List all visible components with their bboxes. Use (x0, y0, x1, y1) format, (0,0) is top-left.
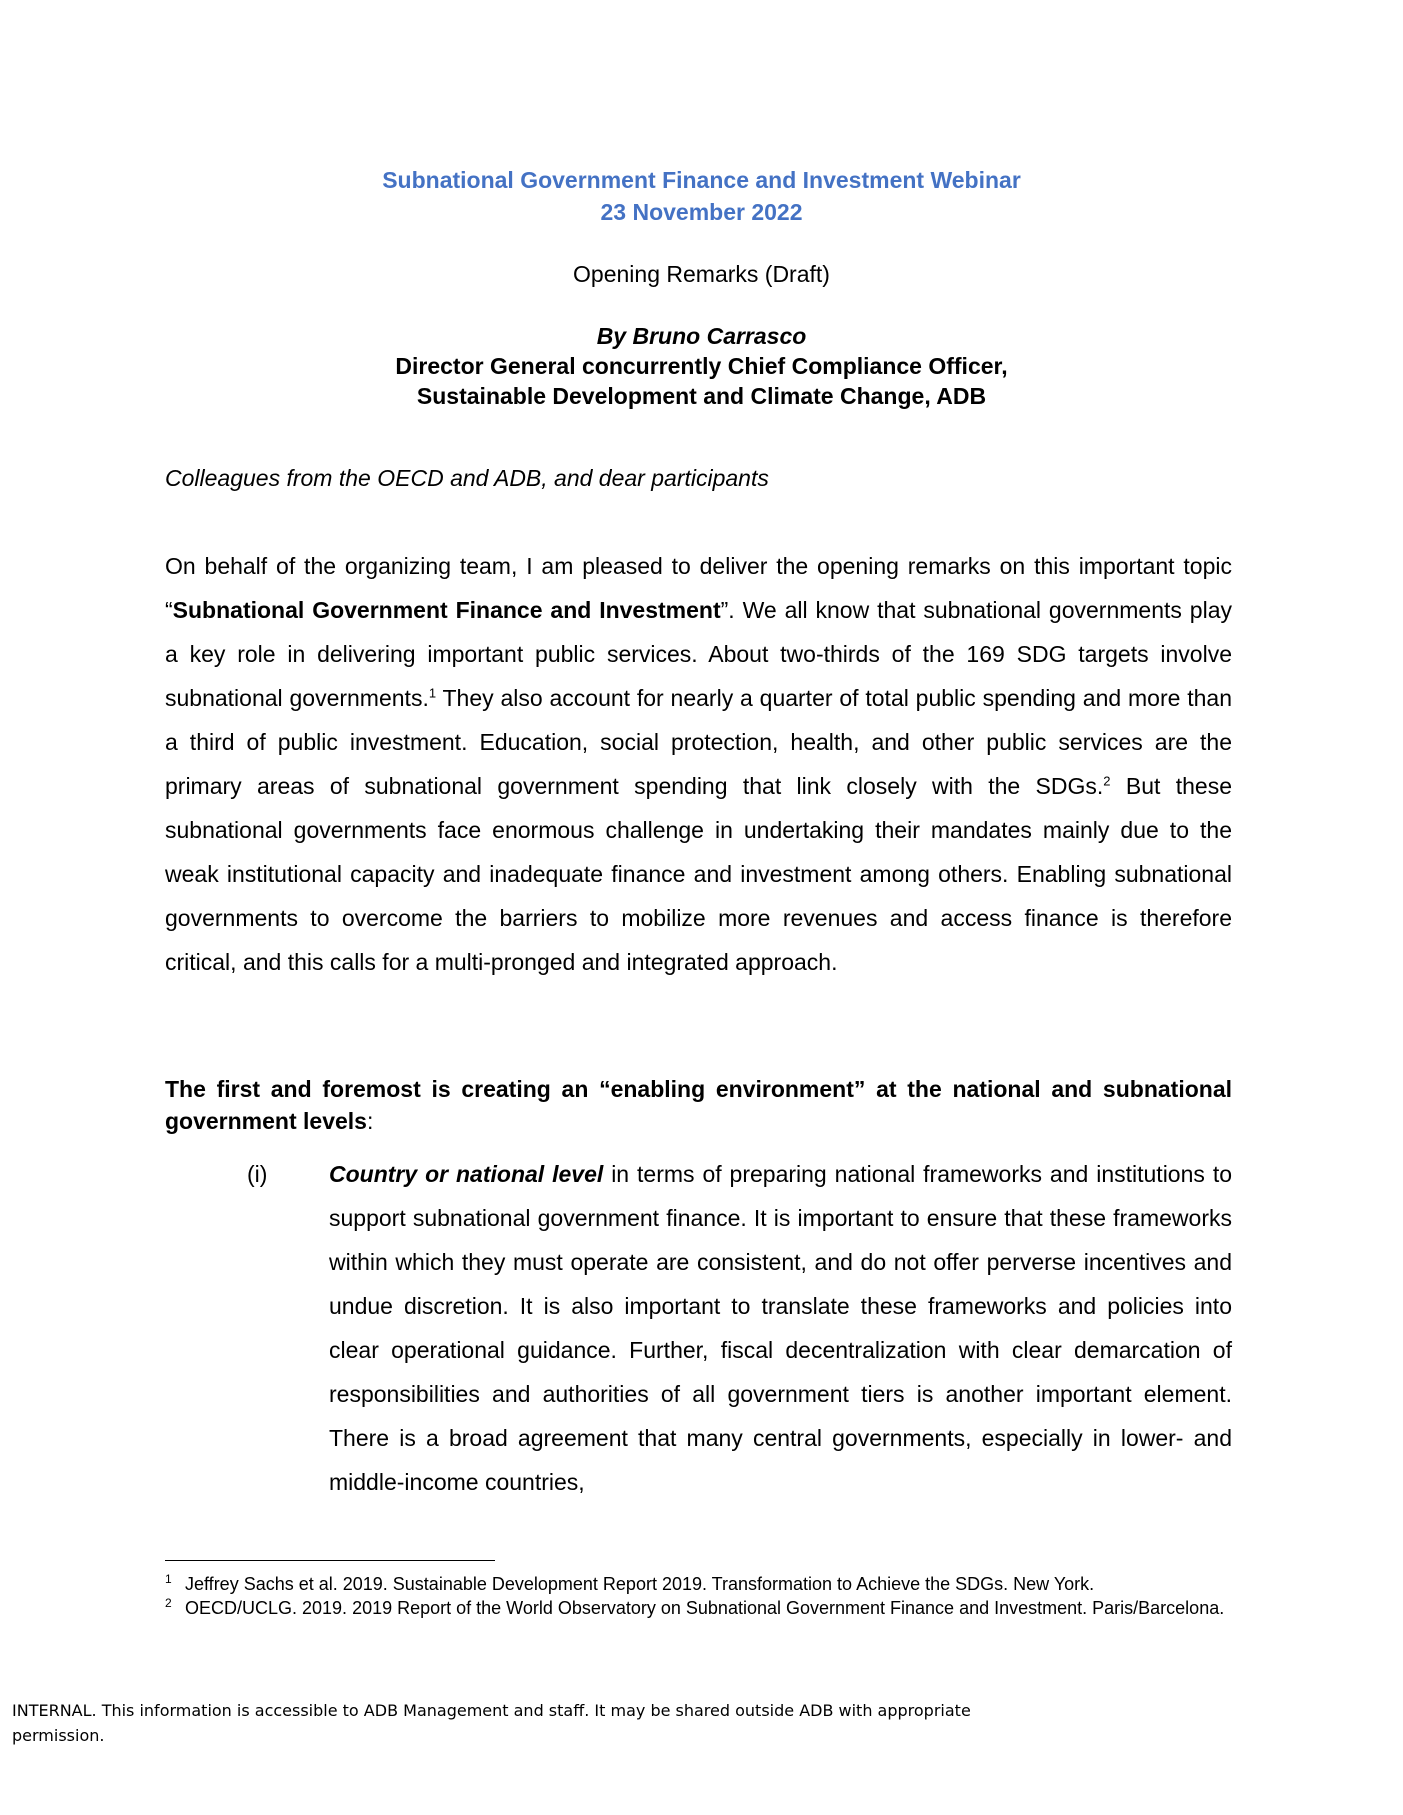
footnote-separator (165, 1560, 495, 1561)
byline-role-line1: Director General concurrently Chief Compliance Officer, (395, 353, 1008, 379)
footnote-1 (165, 1572, 1232, 1596)
document-subtitle: Opening Remarks (Draft) (573, 261, 830, 287)
footnote-2-number: 2 (165, 1596, 172, 1610)
footnote-2 (165, 1596, 1232, 1620)
footnote-1-text: Jeffrey Sachs et al. 2019. Sustainable Development Report 2019. Transformation to Achieve the SDGs. New York. (185, 1574, 1095, 1594)
byline (0, 321, 1403, 411)
section-heading-colon: : (366, 1108, 374, 1134)
paragraph-text-b: ”. We all know that subnational governments play a key role in delivering important public services. About two-thirds of the 169 SDG targets involve subnational governments. (165, 597, 1232, 711)
footnote-1-number: 1 (165, 1572, 172, 1586)
section-heading (165, 1073, 1232, 1137)
paragraph-text-a: On behalf of the organizing team, I am pleased to deliver the opening remarks on this important topic “ (165, 553, 1232, 623)
paragraph-text-d: But these subnational governments face enormous challenge in undertaking their mandates mainly due to the weak institutional capacity and inadequate finance and investment among others. Enabling subnational governments to overcome the barriers to mobilize more revenues and access finance is therefore critical, and this calls for a multi-pronged and integrated approach. (165, 773, 1232, 975)
paragraph-bold-topic: Subnational Government Finance and Investment (172, 597, 721, 623)
paragraph-text-c: They also account for nearly a quarter of total public spending and more than a third of public investment. Education, social protection, health, and other public services are the primary areas of subnational government spending that link closely with the SDGs. (165, 685, 1233, 799)
list-item-body (329, 1152, 1232, 1504)
list-item-marker: (i) (247, 1161, 268, 1187)
footnote-ref-2[interactable]: 2 (1103, 773, 1111, 789)
salutation: Colleagues from the OECD and ADB, and dear participants (165, 465, 769, 491)
title-line-event: Subnational Government Finance and Investment Webinar (382, 167, 1021, 193)
classification-notice: INTERNAL. This information is accessible to ADB Management and staff. It may be shared outside ADB with appropriate permission. (12, 1701, 971, 1745)
list-item-text: in terms of preparing national frameworks and institutions to support subnational government finance. It is important to ensure that these frameworks within which they must operate are consistent, and do not offer perverse incentives and undue discretion. It is also important to translate these frameworks and policies into clear operational guidance. Further, fiscal decentralization with clear demarcation of responsibilities and authorities of all government tiers is another important element. There is a broad agreement that many central governments, especially in lower- and middle-income countries, (329, 1161, 1232, 1495)
document-title (0, 164, 1403, 228)
byline-name: By Bruno Carrasco (596, 323, 807, 349)
opening-paragraph (165, 544, 1232, 984)
section-heading-text: The first and foremost is creating an “enabling environment” at the national and subnational government levels (165, 1076, 1232, 1134)
list-item-lead: Country or national level (329, 1161, 604, 1187)
footnote-2-text: OECD/UCLG. 2019. 2019 Report of the World Observatory on Subnational Government Finance and Investment. Paris/Barcelona. (185, 1598, 1225, 1618)
footnotes (165, 1572, 1232, 1620)
byline-role-line2: Sustainable Development and Climate Change, ADB (416, 383, 987, 409)
title-line-date: 23 November 2022 (600, 199, 803, 225)
footnote-ref-1[interactable]: 1 (428, 685, 437, 701)
